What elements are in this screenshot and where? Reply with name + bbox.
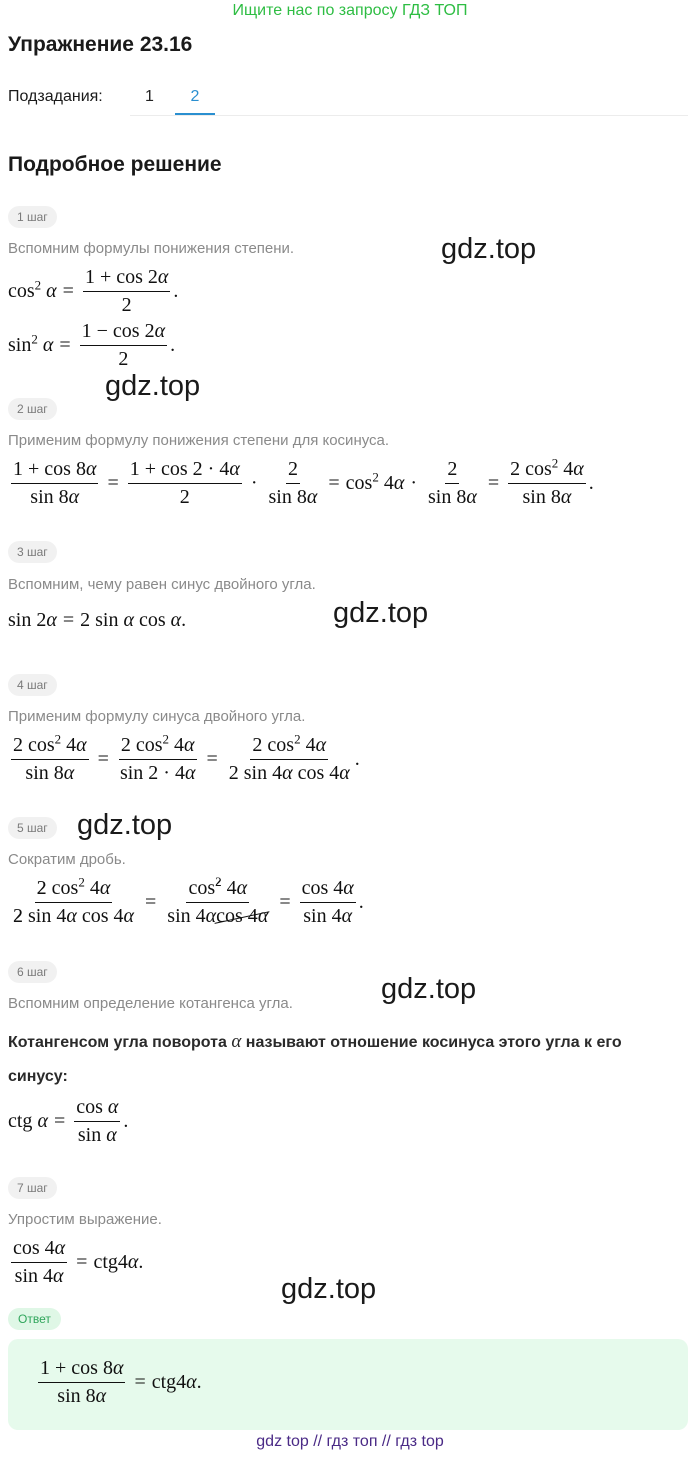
step-badge-3: 3 шаг — [8, 541, 57, 563]
formula-step-4: $\frac{2 \cos^2 4\alpha}{\sin 8\alpha}$ = $\frac{2 \cos^2 4\alpha}{\sin 2 \cdot 4\alpha}$ = $\frac{2 \cos^2 4\alpha}{\text{2 sin 4α cos 4α}}$ . — [13, 731, 360, 784]
step-badge-2: 2 шаг — [8, 398, 57, 420]
answer-badge: Ответ — [8, 1308, 61, 1330]
watermark: gdz.top — [441, 233, 537, 265]
alpha-symbol: α — [231, 1031, 242, 1052]
section-title: Подробное решение — [8, 153, 222, 176]
definition-text-line-2: синусу: — [8, 1068, 68, 1085]
promo-banner[interactable]: Ищите нас по запросу ГДЗ ТОП — [232, 2, 468, 19]
formula-cos-squared: $\cos^2 \alpha$ = $\frac{1 + \cos 2\alpha}{2}$ . — [8, 266, 179, 316]
subtasks-bar — [8, 86, 688, 118]
step-badge-7: 7 шаг — [8, 1177, 57, 1199]
step-hint-5: Сократим дробь. — [8, 851, 126, 868]
subtasks-label: Подзадания: — [8, 88, 103, 105]
tab-subtask-1[interactable]: 1 — [145, 88, 154, 105]
formula-ctg-definition: ctg α = $\frac{\text{cos α}}{\text{sin α}}$ . — [8, 1096, 129, 1146]
formula-step-5: $\frac{2 \cos^2 4\alpha}{\text{2 sin 4α cos 4α}}$ = $\frac{\cos^2 4\alpha}{\sin 4\alpha\cos 4\alpha}$ = $\frac{\cos 4\alpha}{\sin 4\alpha}$ . — [13, 874, 364, 927]
answer-formula: $\frac{1 + \cos 8\alpha}{\sin 8\alpha}$ = ctg4α. — [40, 1357, 202, 1407]
footer-links[interactable]: gdz top // гдз топ // гдз top — [256, 1433, 444, 1450]
watermark: gdz.top — [281, 1273, 377, 1305]
answer-box — [8, 1339, 688, 1430]
definition-text-part-2: называют отношение косинуса этого угла к его — [245, 1034, 622, 1051]
definition-text-part-1: Котангенсом угла поворота — [8, 1034, 227, 1051]
step-hint-6: Вспомним определение котангенса угла. — [8, 995, 293, 1012]
formula-sin-squared: $\sin^2 \alpha$ = $\frac{1 - \cos 2\alpha}{2}$ . — [8, 320, 176, 370]
watermark: gdz.top — [381, 973, 477, 1005]
watermark: gdz.top — [105, 370, 201, 402]
step-hint-1: Вспомним формулы понижения степени. — [8, 240, 295, 257]
step-badge-1: 1 шаг — [8, 206, 57, 228]
step-badge-6: 6 шаг — [8, 961, 57, 983]
step-badge-5: 5 шаг — [8, 817, 57, 839]
active-tab-indicator — [175, 113, 215, 115]
tab-subtask-2[interactable]: 2 — [190, 88, 200, 105]
step-hint-4: Применим формулу синуса двойного угла. — [8, 708, 306, 725]
step-hint-2: Применим формулу понижения степени для косинуса. — [8, 432, 390, 449]
page-title: Упражнение 23.16 — [8, 33, 193, 56]
formula-step-7: $\frac{\cos 4\alpha}{\sin 4\alpha}$ = ctg4α. — [13, 1237, 144, 1287]
watermark: gdz.top — [77, 809, 173, 841]
formula-sin-double-angle: sin 2α = 2 sin α cos α. — [8, 609, 187, 631]
step-hint-3: Вспомним, чему равен синус двойного угла. — [8, 576, 316, 593]
subtasks-divider — [130, 115, 688, 116]
formula-step-2: $\frac{1 + \cos 8\alpha}{\sin 8\alpha}$ = $\frac{1 + \cos 2 \cdot 4\alpha}{2}$ · $\frac{2}{\sin 8\alpha}$ = $\cos^2 4\alpha$ · $\frac{2}{\sin 8\alpha}$ = $\frac{2 \cos^2 4\alpha}{\sin 8\alpha}$ . — [13, 455, 594, 508]
step-badge-4: 4 шаг — [8, 674, 57, 696]
definition-text-line-1 — [8, 1031, 622, 1053]
watermark: gdz.top — [333, 597, 429, 629]
step-hint-7: Упростим выражение. — [8, 1211, 162, 1228]
